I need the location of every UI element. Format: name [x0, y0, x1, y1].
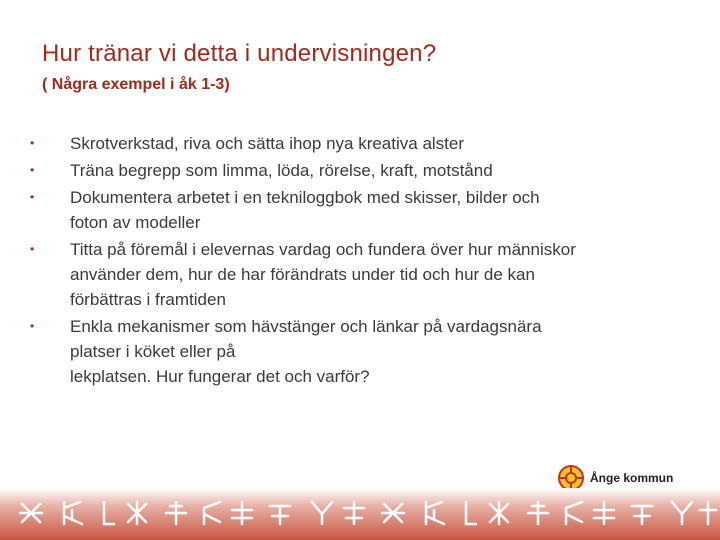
bullet-text: Träna begrepp som limma, löda, rörelse, kraft, motstånd — [70, 161, 493, 180]
bullet-glyph: • — [30, 163, 35, 177]
bullet-item — [30, 158, 670, 183]
bullet-text: Titta på föremål i elevernas vardag och fundera över hur människor använder dem, hur de har förändrats under tid och hur de kan förbättras i framtiden — [70, 240, 576, 309]
bullet-item — [30, 131, 670, 156]
rune-pattern-icon — [0, 498, 720, 528]
bullet-text: Enkla mekanismer som hävstänger och länkar på vardagsnära platser i köket eller på lekplatsen. Hur fungerar det och varför? — [70, 317, 542, 386]
logo-text: Ånge kommun — [590, 471, 674, 485]
bullet-text: Skrotverkstad, riva och sätta ihop nya kreativa alster — [70, 134, 465, 153]
bullet-item — [30, 237, 670, 312]
slide-title: Hur tränar vi detta i undervisningen? — [42, 40, 437, 67]
slide-subtitle: ( Några exempel i åk 1-3) — [42, 76, 230, 93]
bullet-item — [30, 185, 670, 235]
bullet-glyph: • — [30, 242, 35, 256]
bullet-text: Dokumentera arbetet i en tekniloggbok med skisser, bilder och foton av modeller — [70, 188, 540, 232]
bullet-item — [30, 314, 670, 389]
bullet-glyph: • — [30, 319, 35, 333]
bullet-list — [30, 131, 670, 391]
bullet-glyph: • — [30, 136, 35, 150]
bullet-glyph: • — [30, 190, 35, 204]
